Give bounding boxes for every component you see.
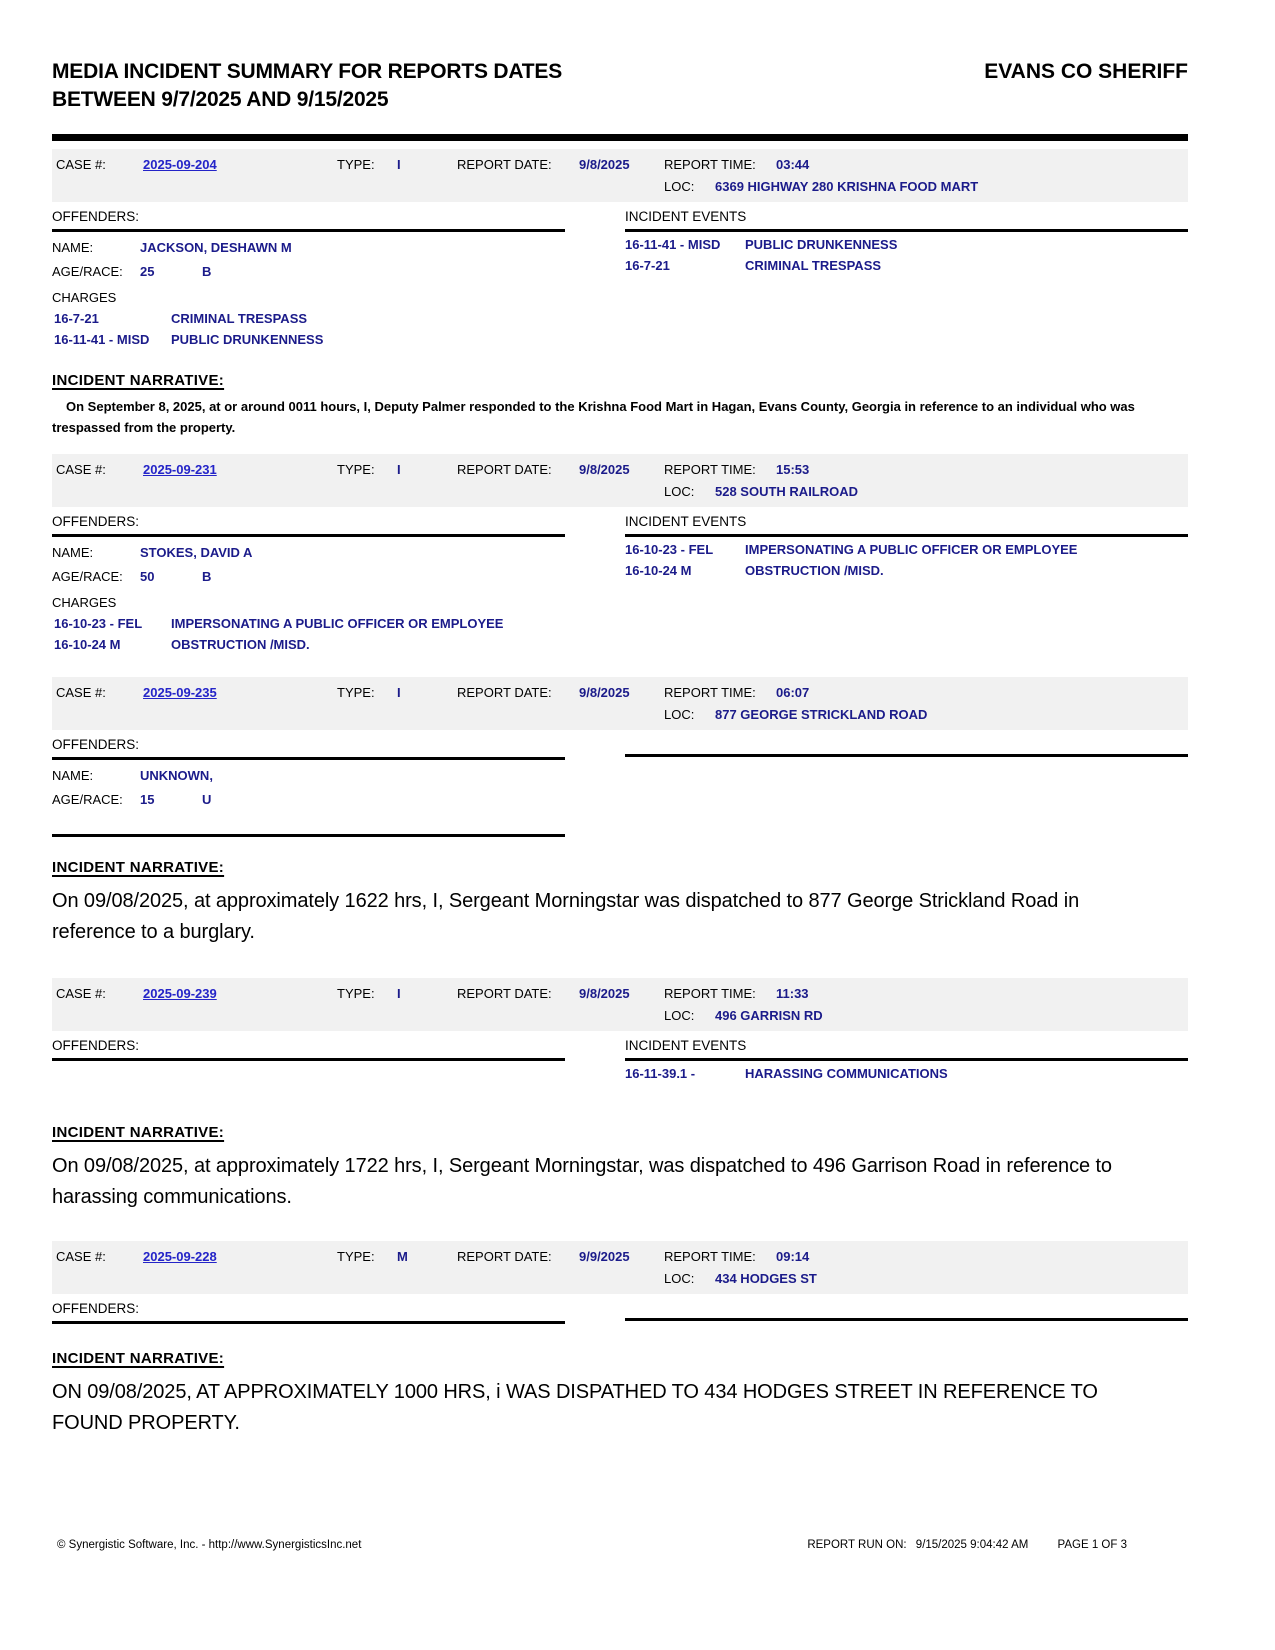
report-time-label: REPORT TIME:	[664, 685, 756, 700]
case-number-link[interactable]: 2025-09-235	[143, 685, 217, 700]
type-value: I	[397, 986, 401, 1001]
type-label: TYPE:	[337, 685, 375, 700]
case-header-band	[52, 978, 1188, 1031]
incident-events-rule	[625, 1301, 1188, 1321]
loc-value: 496 GARRISN RD	[715, 1008, 823, 1023]
age-race-label: AGE/RACE:	[52, 264, 123, 279]
case-block-5	[52, 1241, 1188, 1439]
event-desc: CRIMINAL TRESPASS	[745, 258, 882, 273]
event-row	[625, 258, 1188, 274]
offenders-section	[52, 737, 565, 837]
report-date-value: 9/8/2025	[579, 685, 630, 700]
charge-row	[52, 332, 565, 348]
type-value: M	[397, 1249, 408, 1264]
incident-narrative-heading: INCIDENT NARRATIVE:	[52, 859, 225, 876]
case-block-4	[52, 978, 1188, 1213]
charge-code: 16-10-23 - FEL	[54, 616, 143, 631]
footer-run-info	[801, 1538, 1127, 1552]
offenders-heading: OFFENDERS:	[52, 1301, 565, 1324]
report-date-label: REPORT DATE:	[457, 986, 552, 1001]
incident-events-section	[625, 209, 1188, 348]
report-date-value: 9/8/2025	[579, 462, 630, 477]
offender-name: UNKNOWN,	[140, 768, 213, 783]
loc-label: LOC:	[664, 1008, 695, 1023]
case-number-link[interactable]: 2025-09-204	[143, 157, 217, 172]
report-date-value: 9/8/2025	[579, 157, 630, 172]
name-label: NAME:	[52, 240, 94, 255]
header-rule	[52, 134, 1188, 141]
incident-narrative-heading: INCIDENT NARRATIVE:	[52, 1350, 225, 1367]
charge-desc: OBSTRUCTION /MISD.	[171, 637, 310, 652]
event-row	[625, 563, 1188, 579]
event-code: 16-10-24 M	[625, 563, 692, 578]
offender-race: B	[202, 264, 212, 279]
offenders-section	[52, 1301, 565, 1324]
charges-heading: CHARGES	[52, 290, 117, 305]
loc-label: LOC:	[664, 707, 695, 722]
report-time-label: REPORT TIME:	[664, 462, 756, 477]
case-label: CASE #:	[56, 685, 106, 700]
case-label: CASE #:	[56, 1249, 106, 1264]
loc-value: 877 GEORGE STRICKLAND ROAD	[715, 707, 928, 722]
agency-name: EVANS CO SHERIFF	[984, 60, 1188, 83]
report-date-label: REPORT DATE:	[457, 685, 552, 700]
report-time-value: 15:53	[776, 462, 810, 477]
report-page	[52, 0, 1188, 1439]
event-code: 16-11-39.1 -	[625, 1066, 696, 1081]
offenders-section	[52, 1038, 565, 1082]
type-value: I	[397, 157, 401, 172]
event-row	[625, 542, 1188, 558]
report-time-value: 06:07	[776, 685, 810, 700]
charge-row	[52, 311, 565, 327]
charge-desc: PUBLIC DRUNKENNESS	[171, 332, 324, 347]
charge-row	[52, 637, 565, 653]
offenders-section	[52, 514, 565, 653]
loc-value: 528 SOUTH RAILROAD	[715, 484, 859, 499]
offenders-section	[52, 209, 565, 348]
offenders-heading: OFFENDERS:	[52, 514, 565, 537]
case-label: CASE #:	[56, 462, 106, 477]
event-desc: OBSTRUCTION /MISD.	[745, 563, 884, 578]
incident-narrative-text: ON 09/08/2025, AT APPROXIMATELY 1000 HRS, i WAS DISPATHED TO 434 HODGES STREET IN REFERENCE TO FOUND PROPERTY.	[52, 1381, 1098, 1434]
age-race-label: AGE/RACE:	[52, 569, 123, 584]
report-date-label: REPORT DATE:	[457, 1249, 552, 1264]
charge-code: 16-7-21	[54, 311, 99, 326]
incident-narrative-text: On 09/08/2025, at approximately 1722 hrs, I, Sergeant Morningstar, was dispatched to 496 Garrison Road in reference to harassing communications.	[52, 1155, 1112, 1208]
report-date-value: 9/9/2025	[579, 1249, 630, 1264]
case-number-link[interactable]: 2025-09-239	[143, 986, 217, 1001]
charges-heading: CHARGES	[52, 595, 117, 610]
event-code: 16-10-23 - FEL	[625, 542, 714, 557]
age-race-label: AGE/RACE:	[52, 792, 123, 807]
footer-copyright: © Synergistic Software, Inc. - http://www.SynergisticsInc.net	[57, 1539, 362, 1551]
charge-code: 16-10-24 M	[54, 637, 121, 652]
name-label: NAME:	[52, 768, 94, 783]
name-label: NAME:	[52, 545, 94, 560]
incident-narrative-text: On September 8, 2025, at or around 0011 hours, I, Deputy Palmer responded to the Krishna Food Mart in Hagan, Evans County, Georgia in reference to an individual who was trespassed from the property.	[52, 399, 1135, 435]
report-title-line2: BETWEEN 9/7/2025 AND 9/15/2025	[52, 88, 389, 111]
incident-events-section	[625, 737, 1188, 837]
type-label: TYPE:	[337, 157, 375, 172]
page-number: PAGE 1 OF 3	[1057, 1539, 1127, 1551]
type-label: TYPE:	[337, 986, 375, 1001]
case-header-band	[52, 454, 1188, 507]
offenders-bottom-rule	[52, 834, 565, 837]
report-title	[52, 58, 562, 114]
loc-label: LOC:	[664, 179, 695, 194]
case-header-band	[52, 149, 1188, 202]
report-header	[52, 58, 1188, 114]
report-run-label: REPORT RUN ON:	[807, 1539, 907, 1551]
type-value: I	[397, 685, 401, 700]
charge-desc: CRIMINAL TRESPASS	[171, 311, 308, 326]
event-code: 16-7-21	[625, 258, 670, 273]
case-block-3	[52, 677, 1188, 948]
report-run-value: 9/15/2025 9:04:42 AM	[915, 1539, 1029, 1551]
case-header-band	[52, 677, 1188, 730]
type-label: TYPE:	[337, 1249, 375, 1264]
incident-narrative-heading: INCIDENT NARRATIVE:	[52, 372, 225, 389]
report-date-label: REPORT DATE:	[457, 157, 552, 172]
event-row	[625, 237, 1188, 253]
report-time-value: 11:33	[776, 986, 809, 1001]
incident-events-heading: INCIDENT EVENTS	[625, 514, 1188, 537]
offender-age: 15	[140, 792, 155, 807]
incident-events-heading: INCIDENT EVENTS	[625, 209, 1188, 232]
case-label: CASE #:	[56, 157, 106, 172]
loc-value: 6369 HIGHWAY 280 KRISHNA FOOD MART	[715, 179, 979, 194]
offenders-heading: OFFENDERS:	[52, 737, 565, 760]
report-time-value: 03:44	[776, 157, 810, 172]
report-time-value: 09:14	[776, 1249, 810, 1264]
case-number-link[interactable]: 2025-09-231	[143, 462, 217, 477]
charge-desc: IMPERSONATING A PUBLIC OFFICER OR EMPLOYEE	[171, 616, 504, 631]
incident-events-heading: INCIDENT EVENTS	[625, 1038, 1188, 1061]
loc-label: LOC:	[664, 1271, 695, 1286]
type-value: I	[397, 462, 401, 477]
event-code: 16-11-41 - MISD	[625, 237, 721, 252]
incident-events-section	[625, 514, 1188, 653]
incident-narrative-heading: INCIDENT NARRATIVE:	[52, 1124, 225, 1141]
offender-race: U	[202, 792, 212, 807]
report-time-label: REPORT TIME:	[664, 1249, 756, 1264]
offenders-heading: OFFENDERS:	[52, 209, 565, 232]
report-time-label: REPORT TIME:	[664, 986, 756, 1001]
report-time-label: REPORT TIME:	[664, 157, 756, 172]
case-label: CASE #:	[56, 986, 106, 1001]
event-desc: HARASSING COMMUNICATIONS	[745, 1066, 948, 1081]
offender-age: 25	[140, 264, 155, 279]
report-date-value: 9/8/2025	[579, 986, 630, 1001]
incident-events-rule	[625, 737, 1188, 757]
event-row	[625, 1066, 1188, 1082]
type-label: TYPE:	[337, 462, 375, 477]
case-block-2	[52, 454, 1188, 653]
loc-value: 434 HODGES ST	[715, 1271, 817, 1286]
incident-events-section	[625, 1038, 1188, 1082]
offender-age: 50	[140, 569, 155, 584]
loc-label: LOC:	[664, 484, 695, 499]
case-block-1	[52, 149, 1188, 438]
event-desc: IMPERSONATING A PUBLIC OFFICER OR EMPLOYEE	[745, 542, 1078, 557]
page-footer	[57, 1538, 1127, 1552]
incident-narrative-text: On 09/08/2025, at approximately 1622 hrs, I, Sergeant Morningstar was dispatched to 877 George Strickland Road in reference to a burglary.	[52, 890, 1080, 943]
offender-race: B	[202, 569, 212, 584]
charge-row	[52, 616, 565, 632]
report-date-label: REPORT DATE:	[457, 462, 552, 477]
incident-events-section	[625, 1301, 1188, 1324]
event-desc: PUBLIC DRUNKENNESS	[745, 237, 898, 252]
report-title-line1: MEDIA INCIDENT SUMMARY FOR REPORTS DATES	[52, 60, 563, 83]
charge-code: 16-11-41 - MISD	[54, 332, 150, 347]
offenders-heading: OFFENDERS:	[52, 1038, 565, 1061]
case-number-link[interactable]: 2025-09-228	[143, 1249, 217, 1264]
case-header-band	[52, 1241, 1188, 1294]
offender-name: STOKES, DAVID A	[140, 545, 253, 560]
offender-name: JACKSON, DESHAWN M	[140, 240, 292, 255]
